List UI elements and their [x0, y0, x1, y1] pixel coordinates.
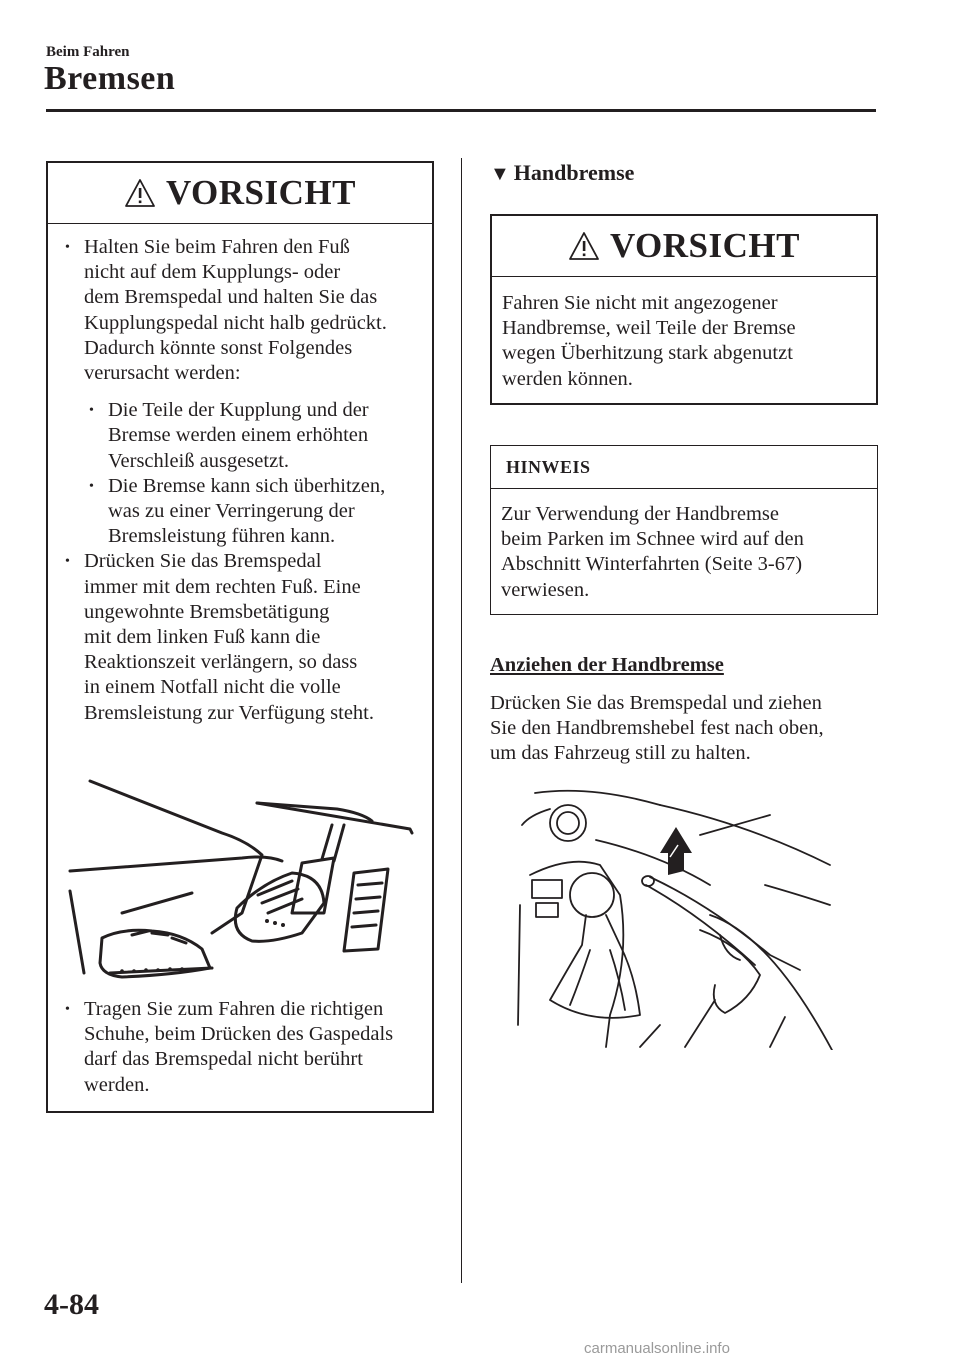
text-line: nicht auf dem Kupplungs- oder	[84, 261, 341, 284]
text-line: ungewohnte Bremsbetätigung	[84, 600, 330, 623]
text-line: werden können.	[502, 367, 633, 390]
text-line: mit dem linken Fuß kann die	[84, 626, 321, 649]
text-line: • Tragen Sie zum Fahren die richtigen	[84, 998, 384, 1020]
text-line: darf das Bremspedal nicht berührt	[84, 1048, 363, 1071]
pull-up-arrow-icon	[660, 827, 692, 875]
section-heading-handbremse	[490, 160, 634, 186]
bullet-item	[60, 235, 432, 386]
note-header	[491, 446, 877, 489]
caution-title: VORSICHT	[609, 226, 800, 265]
text-line: Bremsleistung führen kann.	[108, 525, 336, 548]
text-line: beim Parken im Schnee wird auf den	[501, 528, 804, 551]
heading-text: Handbremse	[513, 160, 635, 185]
text-line: Drücken Sie das Bremspedal und ziehen	[490, 692, 822, 714]
caution-box-handbrake	[490, 214, 878, 405]
text-line: Handbremse, weil Teile der Bremse	[502, 317, 796, 340]
text-line: um das Fahrzeug still zu halten.	[490, 742, 751, 765]
text-line: verursacht werden:	[84, 362, 241, 385]
text-line: Bremsleistung zur Verfügung steht.	[84, 701, 374, 724]
sub-bullet-item	[84, 474, 432, 550]
page-number: 4-84	[44, 1288, 99, 1321]
text-line: dem Bremspedal und halten Sie das	[84, 286, 378, 309]
caution-text-block-bottom	[60, 997, 432, 1098]
text-line: immer mit dem rechten Fuß. Eine	[84, 575, 361, 598]
caution-text	[502, 291, 872, 392]
text-line: werden.	[84, 1073, 150, 1096]
text-line: Verschleiß ausgesetzt.	[108, 449, 290, 472]
text-line: Schuhe, beim Drücken des Gaspedals	[84, 1023, 394, 1046]
text-line: Zur Verwendung der Handbremse	[501, 503, 779, 525]
text-line: Abschnitt Winterfahrten (Seite 3-67)	[501, 553, 803, 576]
warning-triangle-icon	[124, 178, 156, 208]
caution-header	[48, 163, 432, 224]
text-line: Fahren Sie nicht mit angezogener	[502, 292, 778, 314]
note-box	[490, 445, 878, 615]
text-line: Kupplungspedal nicht halb gedrückt.	[84, 311, 387, 334]
caution-title: VORSICHT	[165, 173, 356, 212]
warning-triangle-icon	[568, 231, 600, 261]
title-rule	[46, 109, 876, 112]
text-line: was zu einer Verringerung der	[108, 500, 355, 523]
sub-bullet-item	[84, 398, 432, 474]
body-text	[490, 691, 880, 767]
text-line: Reaktionszeit verlängern, so dass	[84, 651, 358, 674]
text-line: • Die Bremse kann sich überhitzen,	[108, 474, 386, 497]
page-title: Bremsen	[44, 60, 176, 97]
column-divider	[461, 158, 462, 1283]
subsection-heading: Anziehen der Handbremse	[490, 654, 724, 676]
text-line: wegen Überhitzung stark abgenutzt	[502, 342, 793, 365]
text-line: verwiesen.	[501, 578, 590, 601]
triangle-marker-icon: ▼	[490, 163, 510, 185]
text-line: Dadurch könnte sonst Folgendes	[84, 336, 353, 359]
text-line: Bremse werden einem erhöhten	[108, 424, 369, 447]
text-line: in einem Notfall nicht die volle	[84, 676, 341, 699]
text-line: • Halten Sie beim Fahren den Fuß	[84, 236, 350, 258]
caution-text-block	[60, 235, 432, 726]
note-text	[501, 502, 871, 603]
caution-header	[492, 216, 876, 277]
bullet-item	[60, 549, 432, 725]
bullet-item	[60, 997, 432, 1098]
caution-box-pedals	[46, 161, 434, 1113]
text-line: Sie den Handbremshebel fest nach oben,	[490, 717, 824, 740]
handbrake-illustration	[510, 785, 835, 1050]
pedals-feet-illustration	[62, 763, 422, 993]
note-title: HINWEIS	[506, 457, 591, 477]
section-label: Beim Fahren	[46, 44, 130, 60]
text-line: • Die Teile der Kupplung und der	[108, 399, 369, 422]
watermark: carmanualsonline.info	[584, 1340, 730, 1357]
text-line: • Drücken Sie das Bremspedal	[84, 550, 322, 573]
